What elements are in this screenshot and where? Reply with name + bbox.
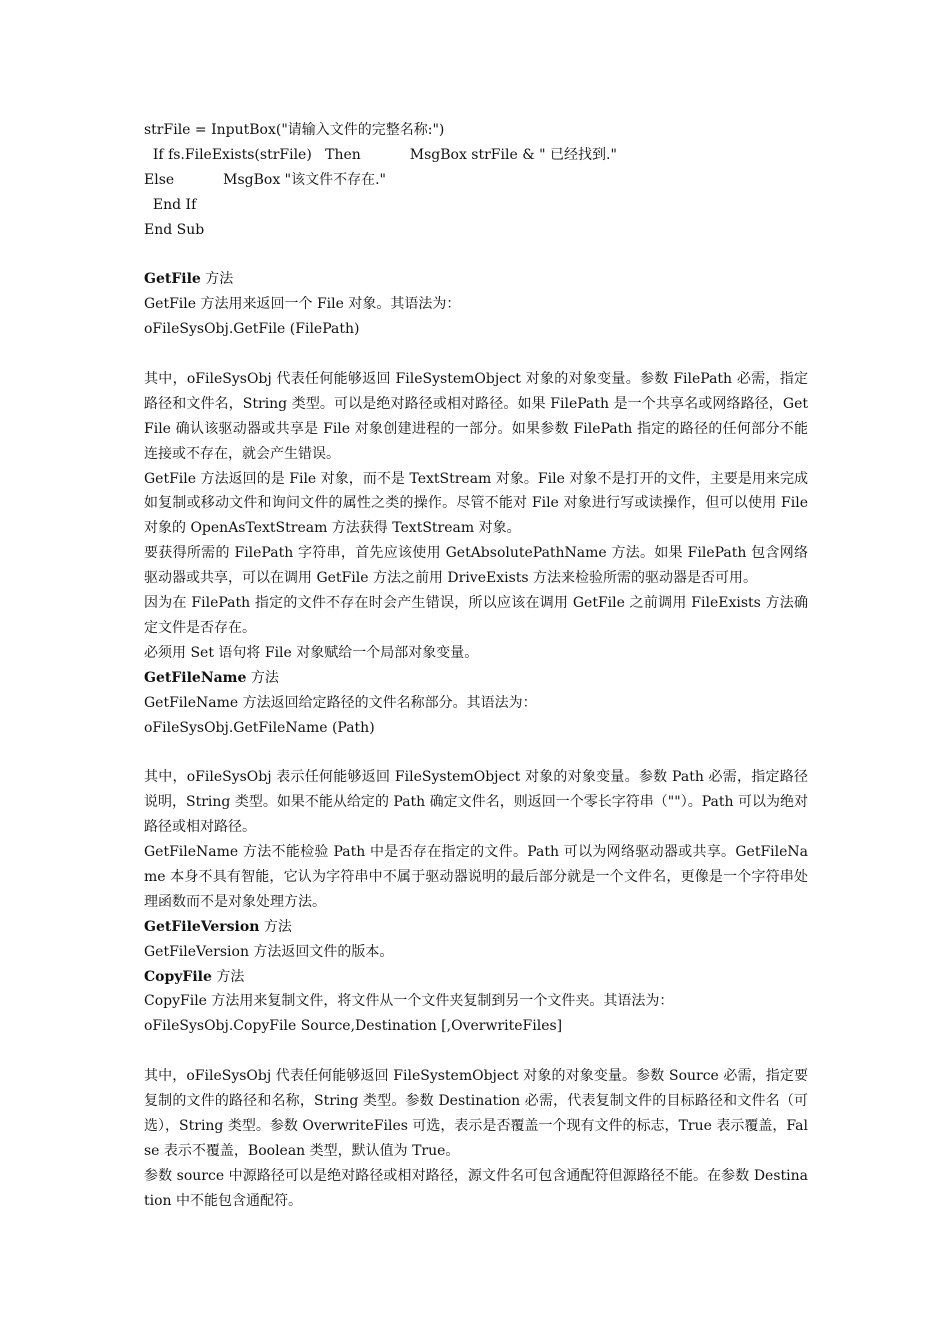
section-heading-getfileversion xyxy=(144,915,808,940)
copyfile-intro: CopyFile 方法用来复制文件，将文件从一个文件夹复制到另一个文件夹。其语法为： xyxy=(144,993,674,1010)
document-page xyxy=(144,118,808,1214)
getfilename-paragraph-1: 其中，oFileSysObj 表示任何能够返回 FileSystemObject 对象的对象变量。参数 Path 必需，指定路径说明，String 类型。如果不能从给定的 Path 确定文件名，则返回一个零长字符串（""）。Path 可以为绝对路径或相对路径。 xyxy=(144,769,808,836)
getfile-paragraph-4: 因为在 FilePath 指定的文件不存在时会产生错误，所以应该在调用 GetFile 之前调用 FileExists 方法确定文件是否存在。 xyxy=(144,595,808,636)
getfile-paragraph-2: GetFile 方法返回的是 File 对象，而不是 TextStream 对象。File 对象不是打开的文件，主要是用来完成如复制或移动文件和询问文件的属性之类的操作。尽管不能对 File 对象进行写或读操作，但可以使用 File 对象的 OpenAsTextStream 方法获得 TextStream 对象。 xyxy=(144,470,808,537)
heading-keyword: GetFile xyxy=(144,271,201,288)
heading-suffix: 方法 xyxy=(200,271,234,288)
code-line-endif: End If xyxy=(144,196,197,213)
heading-suffix: 方法 xyxy=(246,669,279,686)
getfilename-paragraph-2: GetFileName 方法不能检验 Path 中是否存在指定的文件。Path 可以为网络驱动器或共享。GetFileName 本身不具有智能，它认为字符串中不属于驱动器说明的最后部分就是一个文件名，更像是一个字符串处理函数而不是对象处理方法。 xyxy=(144,844,808,910)
copyfile-syntax: oFileSysObj.CopyFile Source,Destination [,OverwriteFiles] xyxy=(144,1018,563,1035)
getfile-intro: GetFile 方法用来返回一个 File 对象。其语法为： xyxy=(144,296,461,313)
getfile-paragraph-1: 其中，oFileSysObj 代表任何能够返回 FileSystemObject 对象的对象变量。参数 FilePath 必需，指定路径和文件名，String 类型。可以是绝对路径或相对路径。如果 FilePath 是一个共享名或网络路径，GetFile 确认该驱动器或共享是 File 对象创建进程的一部分。如果参数 FilePath 指定的路径的任何部分不能连接或不存在，就会产生错误。 xyxy=(144,370,808,462)
heading-keyword: CopyFile xyxy=(144,968,212,985)
spacer xyxy=(144,342,808,367)
getfileversion-intro: GetFileVersion 方法返回文件的版本。 xyxy=(144,943,394,960)
section-heading-copyfile xyxy=(144,965,808,990)
getfilename-intro: GetFileName 方法返回给定路径的文件名称部分。其语法为： xyxy=(144,694,537,711)
getfile-paragraph-5: 必须用 Set 语句将 File 对象赋给一个局部对象变量。 xyxy=(144,644,479,661)
getfile-syntax: oFileSysObj.GetFile (FilePath) xyxy=(144,321,360,338)
heading-suffix: 方法 xyxy=(259,918,292,935)
code-line-endsub: End Sub xyxy=(144,221,205,238)
spacer xyxy=(144,1039,808,1064)
copyfile-paragraph-1: 其中，oFileSysObj 代表任何能够返回 FileSystemObject 对象的对象变量。参数 Source 必需，指定要复制的文件的路径和名称，String 类型。参数 Destination 必需，代表复制文件的目标路径和文件名（可选），String 类型。参数 OverwriteFiles 可选，表示是否覆盖一个现有文件的标志，True 表示覆盖，False 表示不覆盖，Boolean 类型，默认值为 True。 xyxy=(144,1068,808,1159)
getfilename-syntax: oFileSysObj.GetFileName (Path) xyxy=(144,719,375,736)
getfile-paragraph-3: 要获得所需的 FilePath 字符串，首先应该使用 GetAbsolutePathName 方法。如果 FilePath 包含网络驱动器或共享，可以在调用 GetFile 方法之前用 DriveExists 方法来检验所需的驱动器是否可用。 xyxy=(144,545,808,587)
copyfile-paragraph-2: 参数 source 中源路径可以是绝对路径或相对路径，源文件名可包含通配符但源路径不能。在参数 Destination 中不能包含通配符。 xyxy=(144,1167,808,1209)
heading-keyword: GetFileName xyxy=(144,669,247,686)
section-heading-getfilename xyxy=(144,666,808,691)
spacer xyxy=(144,740,808,765)
heading-keyword: GetFileVersion xyxy=(144,918,260,935)
code-line-else: Else MsgBox "该文件不存在." xyxy=(144,171,386,188)
section-heading-getfile xyxy=(144,267,808,292)
heading-suffix: 方法 xyxy=(211,968,245,985)
spacer xyxy=(144,242,808,267)
code-line-inputbox: strFile = InputBox("请输入文件的完整名称:") xyxy=(144,122,445,138)
code-line-if: If fs.FileExists(strFile) Then MsgBox strFile & " 已经找到." xyxy=(144,146,617,163)
